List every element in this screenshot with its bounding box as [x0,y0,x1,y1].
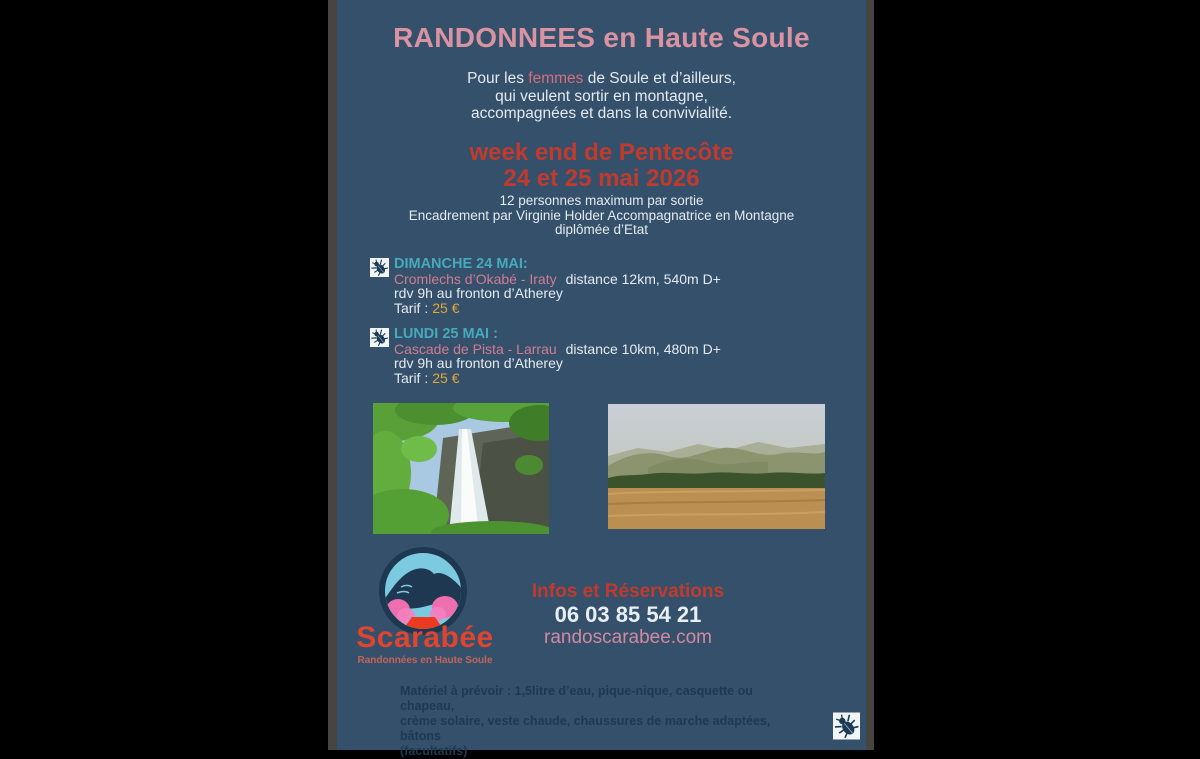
event-headline [337,140,866,192]
detail-guide: Encadrement par Virginie Holder Accompagnatrice en Montagne [408,207,795,223]
contact-block [488,581,768,649]
beetle-icon [833,711,860,741]
event-headline-line1: week end de Pentecôte [469,139,734,166]
poster-title: RANDONNEES en Haute Soule [393,22,810,53]
hike-day-label: LUNDI 25 MAI : [394,326,498,342]
detail-diploma: diplômée d’Etat [554,222,649,237]
hike-distance: distance 12km, 540m D+ [565,270,721,287]
hike-rdv: rdv 9h au fronton d’Atherey [394,355,563,372]
intro-line2: qui veulent sortir en montagne, [495,87,708,105]
hike-route: Cascade de Pista - Larrau [394,340,557,357]
event-details [337,194,866,238]
intro-line3: accompagnées et dans la convivialité. [470,105,733,122]
beetle-icon [370,258,389,277]
flyer-poster [337,0,866,758]
intro-highlight-femmes: femmes [528,70,584,87]
hike-route-line [394,272,721,287]
equipment-line1: Matériel à prévoir : 1,5litre d’eau, pique-nique, casquette ou chapeau, [400,684,753,713]
waterfall-photo [373,403,549,534]
hike-rdv: rdv 9h au fronton d’Atherey [394,285,563,302]
tarif-label: Tarif : [394,299,429,316]
tarif-label: Tarif : [394,369,429,386]
beetle-icon [370,328,389,347]
hike-tarif-line [394,301,721,316]
scan-edge-left [328,0,337,750]
hike-sunday [370,257,721,315]
contact-phone: 06 03 85 54 21 [554,602,702,627]
intro-line1-post: de Soule et d’ailleurs, [583,70,736,87]
hike-route: Cromlechs d’Okabé - Iraty [394,270,557,287]
hike-monday-text [394,327,721,385]
intro-line1-pre: Pour les [467,70,529,87]
logo-name: Scarabée [356,621,494,654]
tarif-value: 25 € [432,299,460,316]
hike-distance: distance 10km, 480m D+ [565,340,721,357]
hike-route-line [394,342,721,357]
detail-max-persons: 12 personnes maximum par sortie [499,193,704,208]
hike-monday [370,327,721,385]
hike-day-label: DIMANCHE 24 MAI: [394,256,528,272]
tarif-value: 25 € [432,369,460,386]
contact-heading: Infos et Réservations [531,581,725,602]
equipment-note [400,684,802,759]
mountain-photo [608,404,825,529]
hike-tarif-line [394,371,721,386]
equipment-line3: (facultatifs) [400,744,468,758]
intro-text [337,70,866,123]
contact-website: randoscarabee.com [544,627,712,648]
scan-edge-right [866,0,874,750]
equipment-line2: crème solaire, veste chaude, chaussures de marche adaptées, bâtons [400,714,771,743]
hike-sunday-text [394,257,721,315]
logo-tagline: Randonnées en Haute Soule [357,655,493,666]
event-headline-line2: 24 et 25 mai 2026 [503,165,700,192]
